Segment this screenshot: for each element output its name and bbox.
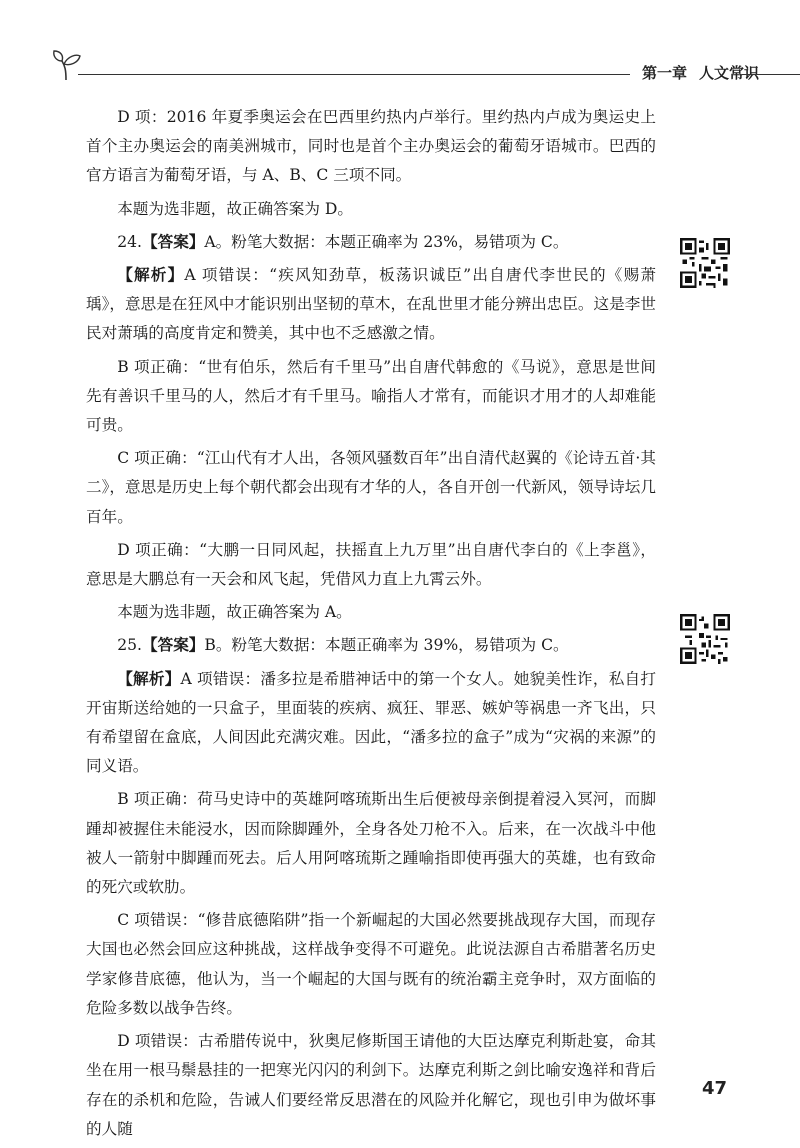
q25-answer-tag: 【答案】 (142, 636, 205, 655)
q25-option-c: C 项错误：“修昔底德陷阱”指一个新崛起的大国必然要挑战现存大国，而现存大国也必然会回应这种挑战，这样战争变得不可避免。此说法源自古希腊著名历史学家修昔底德，他认为，当一个崛起的大国与既有的统治霸主竞争时，双方面临的危险多数以战争告终。 (86, 911, 656, 1017)
paragraph-conclusion-23: 本题为选非题，故正确答案为 D。 (117, 199, 353, 218)
header-rule-left (78, 74, 630, 75)
q24-analysis (86, 261, 656, 349)
q25-analysis-text: A 项错误：潘多拉是希腊神话中的第一个女人。她貌美性诈，私自打开宙斯送给她的一只盒子，里面装的疾病、疯狂、罪恶、嫉妒等祸患一齐飞出，只有希望留在盒底，人间因此充满灾难。因此，“潘多拉的盒子”成为“灾祸的来源”的同义语。 (86, 669, 656, 776)
chapter-number: 第一章 (642, 64, 688, 82)
sprout-icon (52, 46, 84, 82)
page-content (86, 103, 656, 1148)
chapter-title: 人文常识 (699, 64, 760, 82)
q25-answer-text: B。粉笔大数据：本题正确率为 39%，易错项为 C。 (204, 636, 569, 655)
qr-code-icon[interactable] (680, 238, 730, 288)
page-header (52, 46, 800, 86)
q24-option-c: C 项正确：“江山代有才人出，各领风骚数百年”出自清代赵翼的《论诗五首·其二》，意思是历史上每个朝代都会出现有才华的人，各自开创一代新风，领导诗坛几百年。 (86, 449, 656, 526)
q24-answer (86, 228, 656, 257)
q24-conclusion: 本题为选非题，故正确答案为 A。 (117, 603, 352, 622)
qr-code-icon[interactable] (680, 614, 730, 664)
q25-analysis-tag: 【解析】 (117, 669, 181, 688)
q25-option-d: D 项错误：古希腊传说中，狄奥尼修斯国王请他的大臣达摩克利斯赴宴，命其坐在用一根马鬃悬挂的一把寒光闪闪的利剑下。达摩克利斯之剑比喻安逸祥和背后存在的杀机和危险，告诫人们要经常反思潜在的风险并化解它，现也引申为做坏事的人随 (86, 1032, 656, 1138)
page-number: 47 (702, 1078, 728, 1099)
q24-number: 24. (117, 232, 142, 251)
paragraph-d-option: D 项：2016 年夏季奥运会在巴西里约热内卢举行。里约热内卢成为奥运史上首个主办奥运会的南美洲城市，同时也是首个主办奥运会的葡萄牙语城市。巴西的官方语言为葡萄牙语，与 A、B、C 三项不同。 (86, 108, 656, 185)
q24-answer-text: A。粉笔大数据：本题正确率为 23%，易错项为 C。 (204, 232, 569, 251)
q24-answer-tag: 【答案】 (142, 232, 205, 251)
q25-number: 25. (117, 636, 142, 655)
q25-option-b: B 项正确：荷马史诗中的英雄阿喀琉斯出生后便被母亲倒提着浸入冥河，而脚踵却被握住未能浸水，因而除脚踵外，全身各处刀枪不入。后来，在一次战斗中他被人一箭射中脚踵而死去。后人用阿喀琉斯之踵喻指即使再强大的英雄，也有致命的死穴或软肋。 (86, 790, 656, 897)
q24-option-b: B 项正确：“世有伯乐，然后有千里马”出自唐代韩愈的《马说》，意思是世间先有善识千里马的人，然后才有千里马。喻指人才常有，而能识才用才的人却难能可贵。 (86, 357, 656, 435)
q24-analysis-text: A 项错误：“疾风知劲草，板荡识诚臣”出自唐代李世民的《赐萧瑀》，意思是在狂风中才能识别出坚韧的草木，在乱世里才能分辨出忠臣。这是李世民对萧瑀的高度肯定和赞美，其中也不乏感激之情。 (86, 266, 656, 343)
q24-analysis-tag: 【解析】 (117, 266, 185, 285)
q25-analysis (86, 665, 656, 782)
chapter-heading (642, 62, 771, 83)
header-rule-right (742, 74, 800, 75)
q25-answer (86, 631, 656, 660)
q24-option-d: D 项正确：“大鹏一日同风起，扶摇直上九万里”出自唐代李白的《上李邕》，意思是大鹏总有一天会和风飞起，凭借风力直上九霄云外。 (86, 540, 656, 589)
